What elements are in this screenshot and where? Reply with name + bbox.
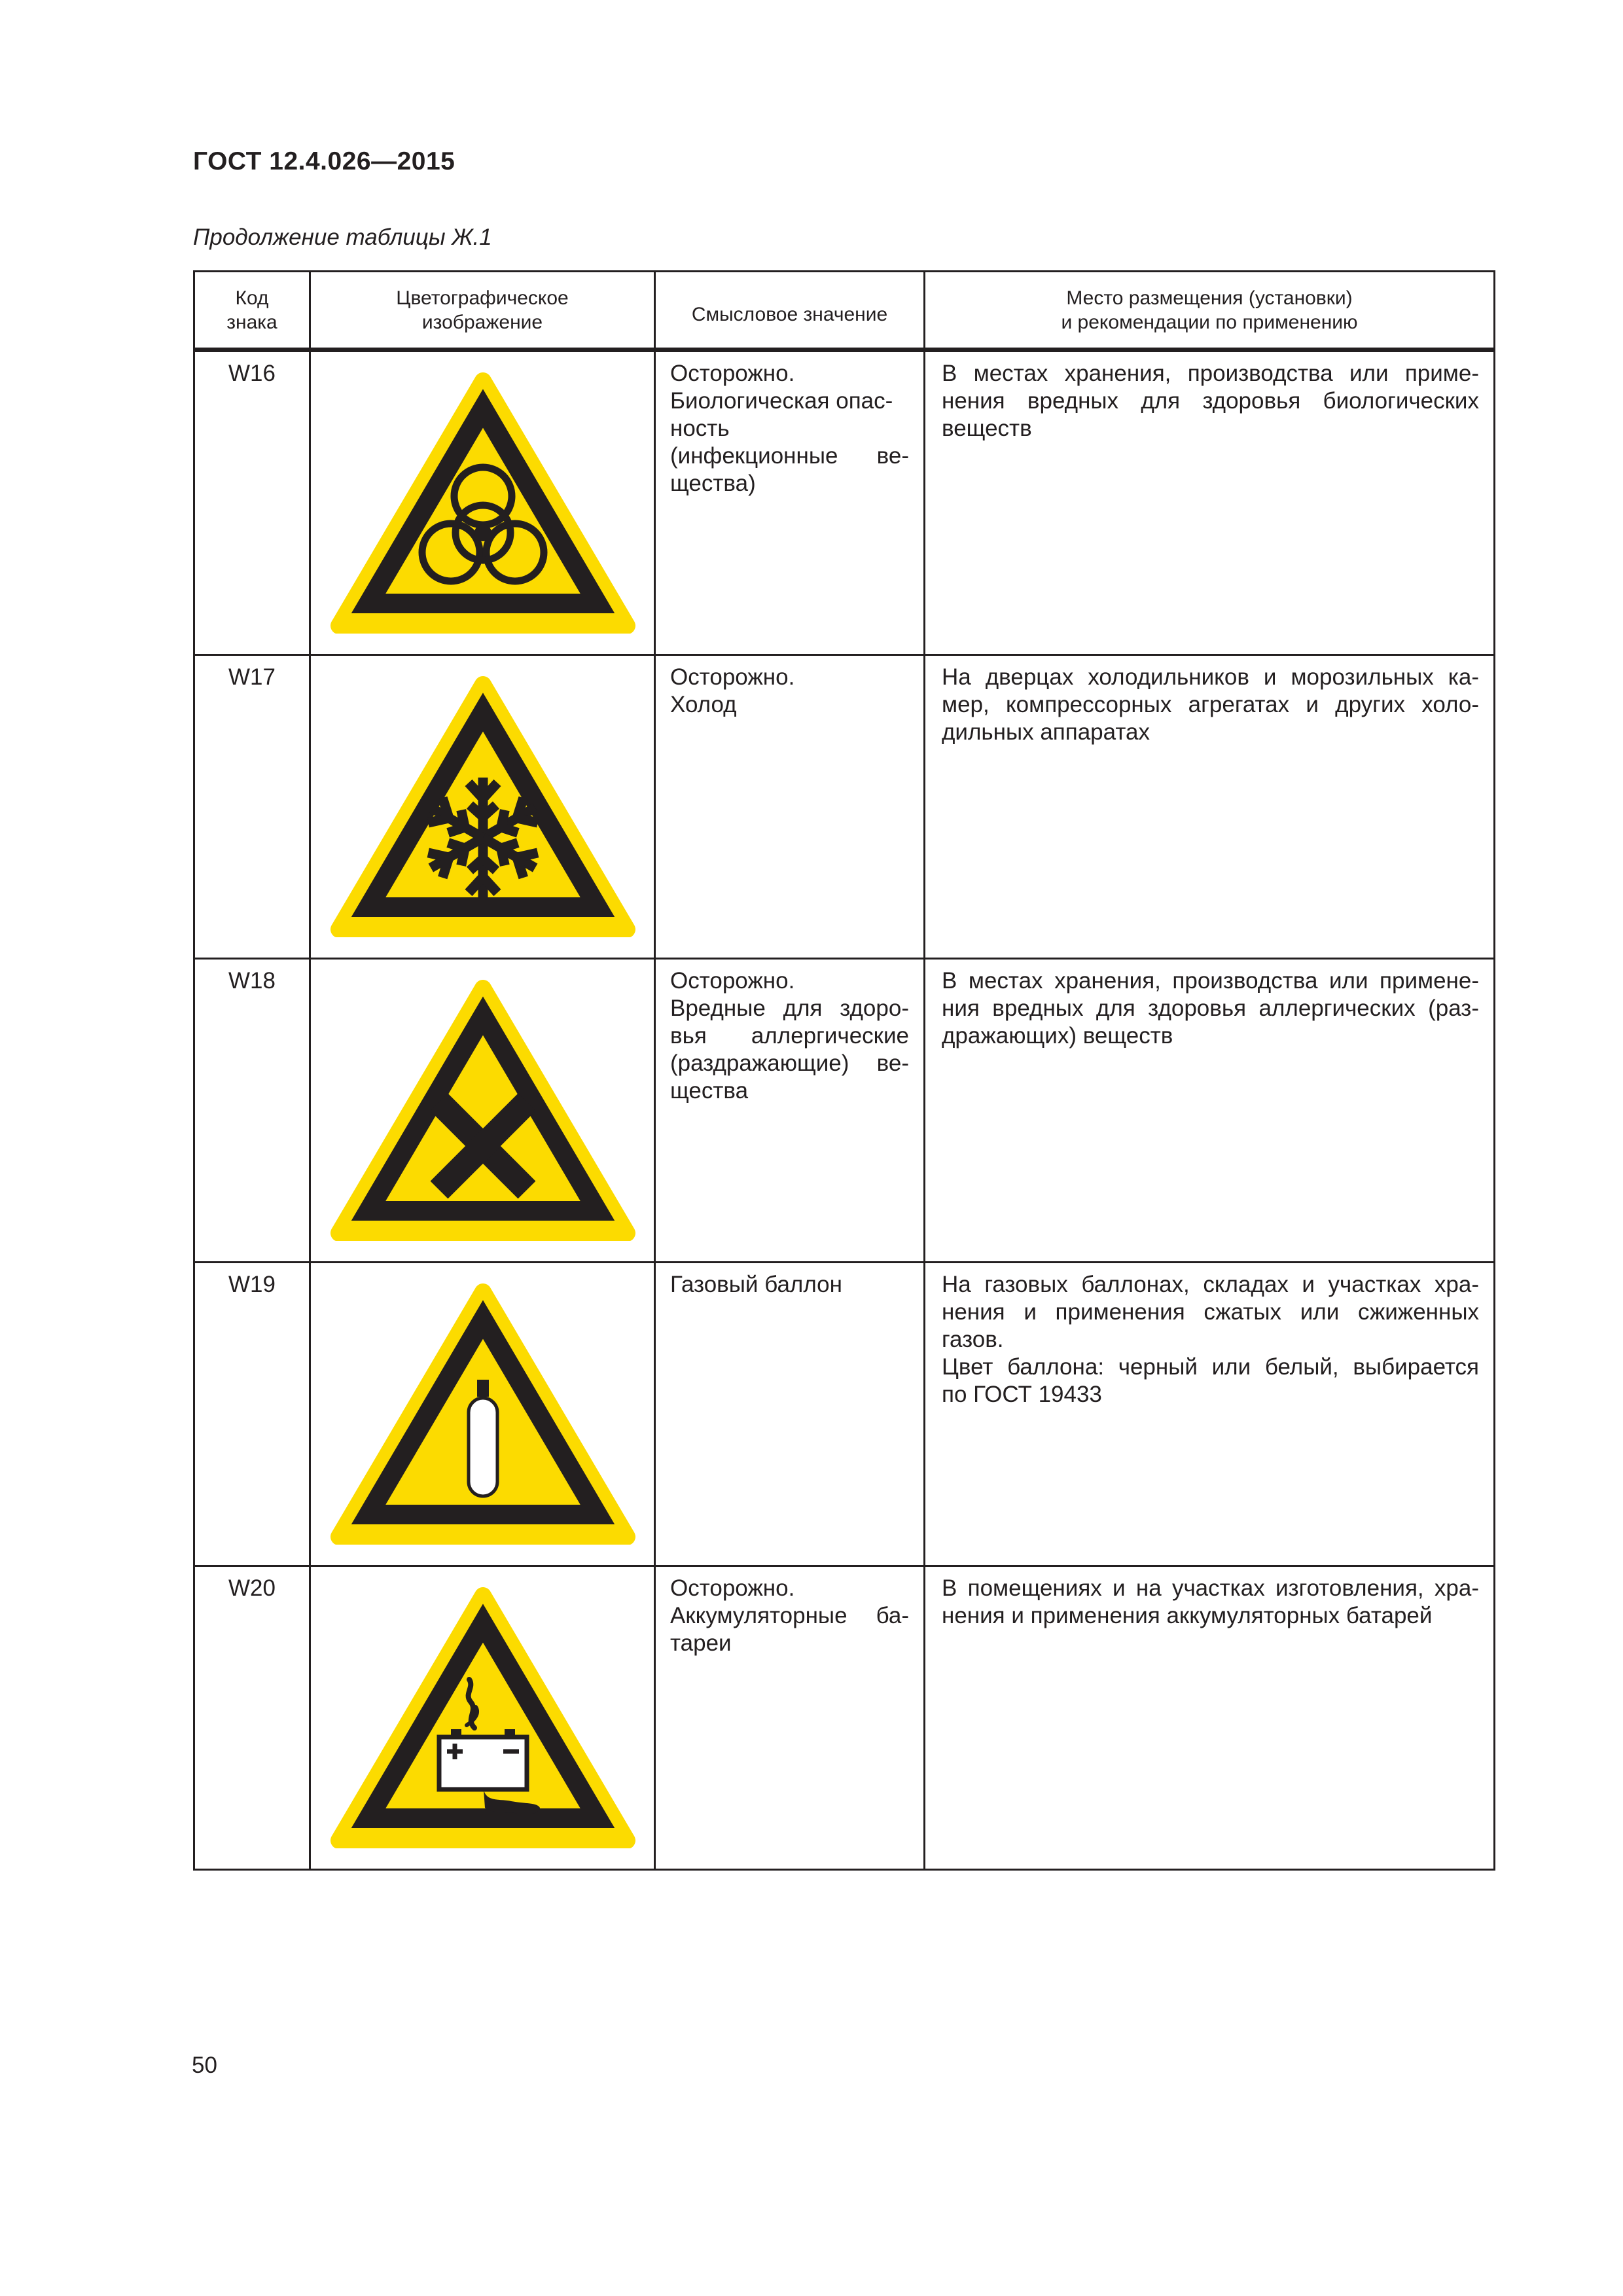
table-row <box>194 959 1495 1263</box>
table-header-row <box>194 272 1495 350</box>
sign-placement: В местах хранения, производства или приме- нения вредных для здоровья биологических веществ <box>925 350 1495 655</box>
sign-meaning: Осторожно. Вредные для здоро- вья аллергические (раздражающие) ве- щества <box>655 959 925 1263</box>
battery-icon <box>329 1585 637 1848</box>
sign-code: W18 <box>194 959 310 1263</box>
sign-image <box>310 655 655 959</box>
sign-code: W16 <box>194 350 310 655</box>
sign-image <box>310 1566 655 1870</box>
sign-image <box>310 350 655 655</box>
sign-meaning: Газовый баллон <box>655 1263 925 1566</box>
sign-placement: На дверцах холодильников и морозильных ка- мер, компрессорных агрегатах и других холо- дильных аппаратах <box>925 655 1495 959</box>
warning-signs-table <box>193 270 1495 1871</box>
page-number: 50 <box>192 2053 217 2078</box>
standard-id: ГОСТ 12.4.026—2015 <box>193 147 455 175</box>
sign-placement: На газовых баллонах, складах и участках хра- нения и применения сжатых или сжиженных газов. Цвет баллона: черный или белый, выбирается по ГОСТ 19433 <box>925 1263 1495 1566</box>
table-row <box>194 1566 1495 1870</box>
biohazard-icon <box>329 370 637 634</box>
snowflake-icon <box>329 674 637 937</box>
column-header-code: Код знака <box>194 272 310 350</box>
sign-code: W17 <box>194 655 310 959</box>
column-header-image: Цветографическое изображение <box>310 272 655 350</box>
sign-meaning: Осторожно. Холод <box>655 655 925 959</box>
column-header-meaning: Смысловое значение <box>655 272 925 350</box>
table-row <box>194 350 1495 655</box>
sign-code: W20 <box>194 1566 310 1870</box>
sign-meaning: Осторожно. Биологическая опас- ность (инфекционные ве- щества) <box>655 350 925 655</box>
sign-image <box>310 1263 655 1566</box>
table-row <box>194 1263 1495 1566</box>
sign-image <box>310 959 655 1263</box>
table-caption: Продолжение таблицы Ж.1 <box>193 224 492 250</box>
table-row <box>194 655 1495 959</box>
column-header-placement: Место размещения (установки) и рекомендации по применению <box>925 272 1495 350</box>
sign-placement: В местах хранения, производства или примене- ния вредных для здоровья аллергических (раз- дражающих) веществ <box>925 959 1495 1263</box>
sign-meaning: Осторожно. Аккумуляторные ба- тареи <box>655 1566 925 1870</box>
irritant-cross-icon <box>329 978 637 1241</box>
gas-cylinder-icon <box>329 1282 637 1545</box>
sign-placement: В помещениях и на участках изготовления, хра- нения и применения аккумуляторных батарей <box>925 1566 1495 1870</box>
sign-code: W19 <box>194 1263 310 1566</box>
